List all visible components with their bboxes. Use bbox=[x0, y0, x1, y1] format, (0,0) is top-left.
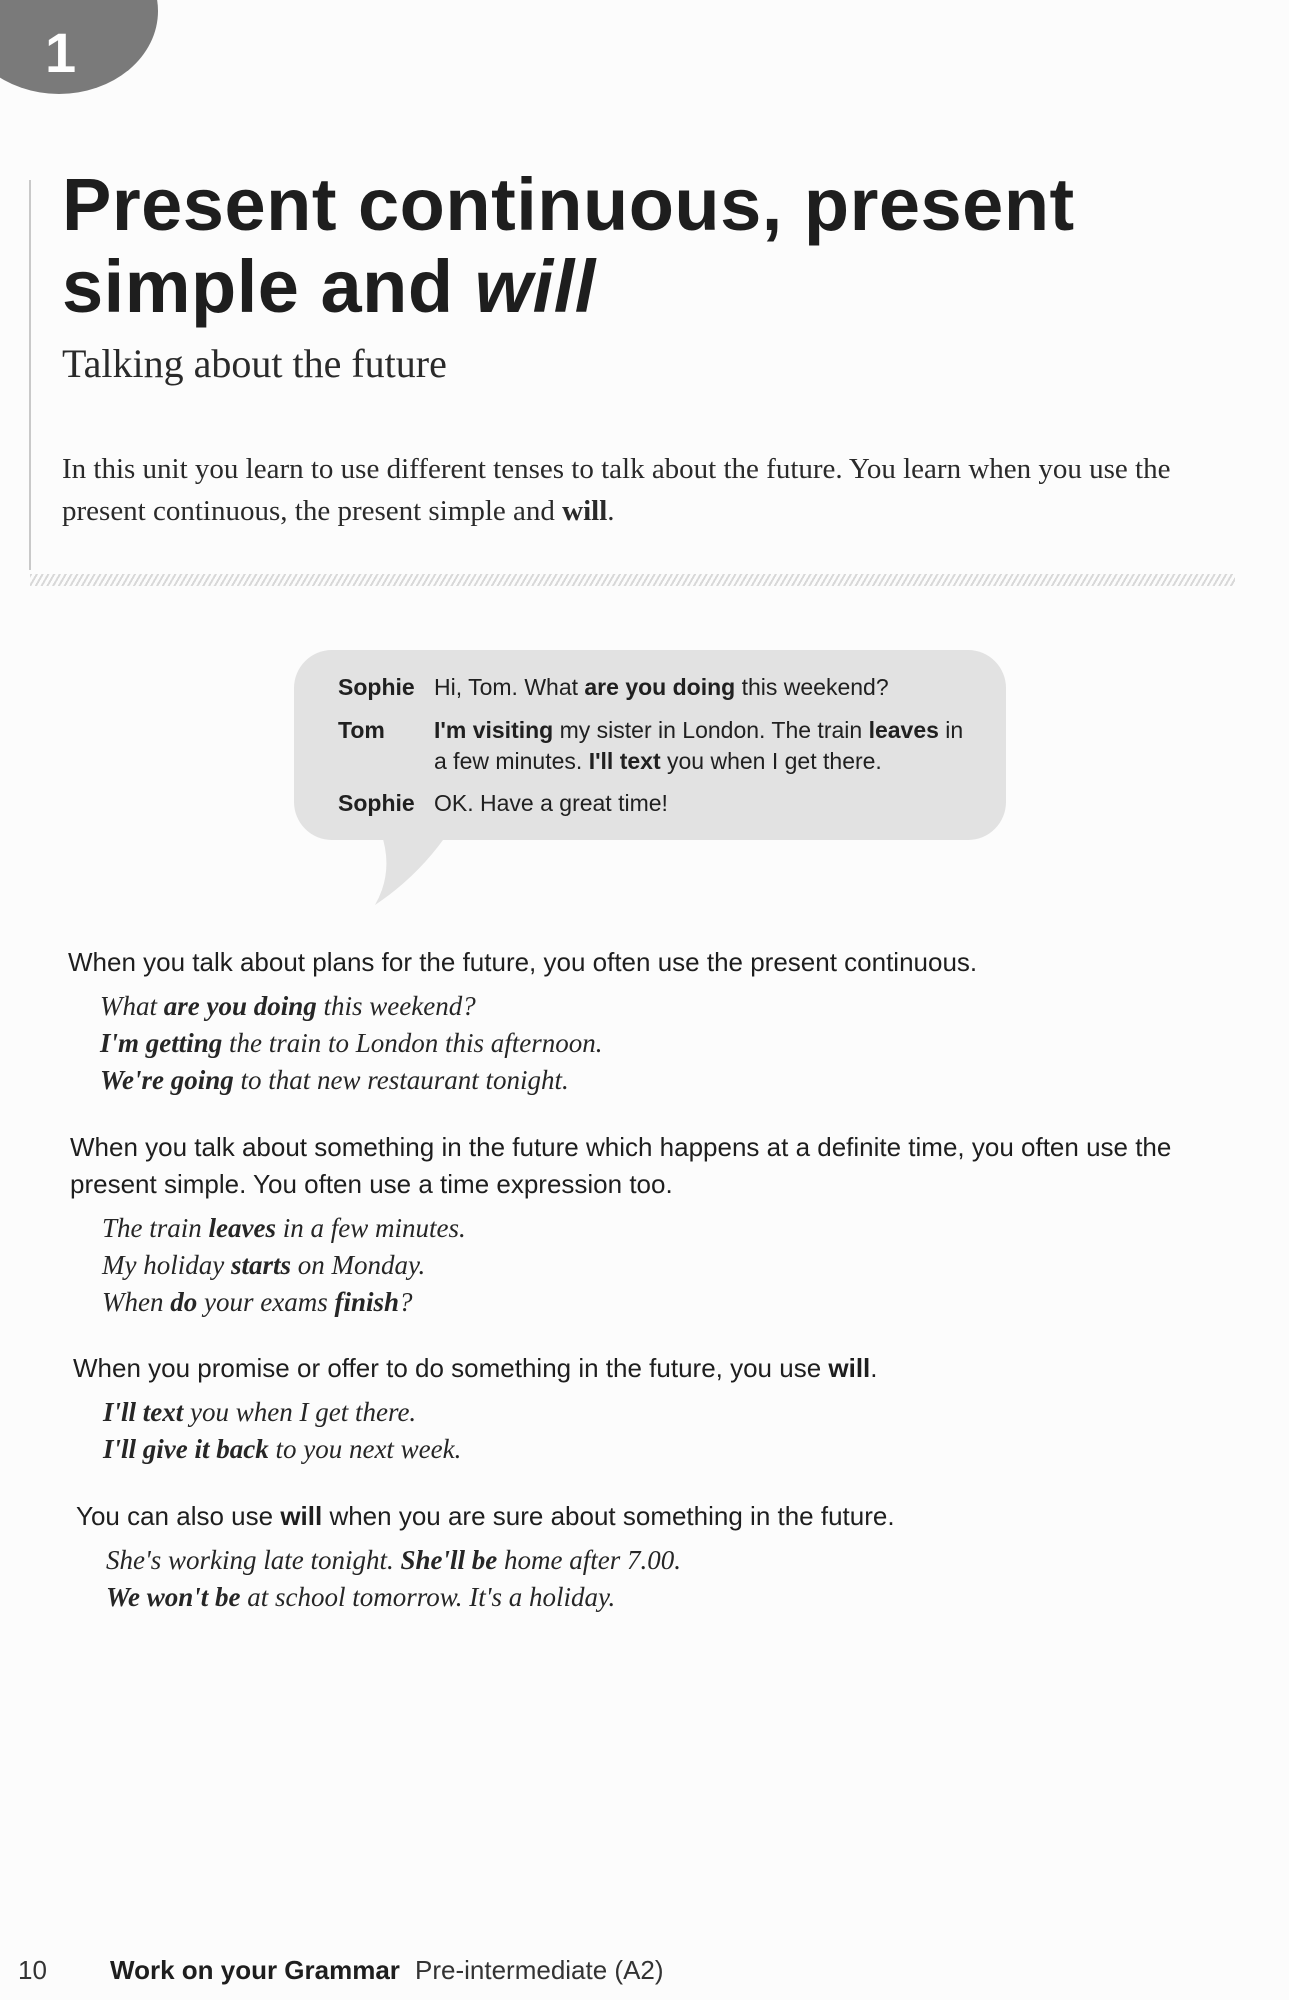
rule-text: When you talk about something in the future which happens at a definite time, you often use the present simple. You often use a time expression too. bbox=[70, 1132, 1172, 1199]
unit-badge bbox=[0, 0, 158, 94]
page-subtitle: Talking about the future bbox=[62, 341, 447, 386]
dialogue-line bbox=[338, 715, 974, 777]
intro-will: will bbox=[562, 495, 608, 527]
example-sentence: We're going to that new restaurant tonight. bbox=[100, 1065, 569, 1095]
dialogue-text: OK. Have a great time! bbox=[434, 790, 668, 816]
intro-paragraph bbox=[62, 448, 1232, 532]
dialogue-text: Hi, Tom. What are you doing this weekend? bbox=[434, 674, 889, 700]
example-sentence: The train leaves in a few minutes. bbox=[102, 1213, 466, 1243]
header-rule bbox=[29, 180, 31, 570]
dialogue-speaker: Sophie bbox=[338, 674, 415, 700]
dialogue-line bbox=[338, 788, 974, 819]
dialogue-text: I'm visiting my sister in London. The train leaves in a few minutes. I'll text you when I get there. bbox=[434, 717, 964, 774]
example-sentence: I'll text you when I get there. bbox=[103, 1397, 417, 1427]
example-sentence: What are you doing this weekend? bbox=[100, 991, 476, 1021]
rule-text: You can also use will when you are sure about something in the future. bbox=[76, 1501, 895, 1531]
example-sentence: I'll give it back to you next week. bbox=[103, 1434, 462, 1464]
rule-text: When you promise or offer to do something in the future, you use will. bbox=[73, 1353, 878, 1383]
unit-number: 1 bbox=[45, 21, 77, 84]
dialogue-line bbox=[338, 672, 974, 703]
title-line-2: simple and bbox=[62, 245, 475, 328]
example-sentence: When do your exams finish? bbox=[102, 1287, 413, 1317]
dialogue-speaker: Tom bbox=[338, 717, 385, 743]
title-will: will bbox=[474, 245, 596, 328]
speech-bubble-tail bbox=[370, 830, 470, 910]
book-level: Pre-intermediate (A2) bbox=[415, 1955, 664, 1985]
rule-text: When you talk about plans for the future, you often use the present continuous. bbox=[68, 947, 978, 977]
example-sentence: I'm getting the train to London this afternoon. bbox=[100, 1028, 603, 1058]
book-title: Work on your Grammar bbox=[110, 1955, 400, 1985]
page-number: 10 bbox=[18, 1955, 47, 1985]
intro-end: . bbox=[607, 495, 615, 527]
example-sentence: We won't be at school tomorrow. It's a holiday. bbox=[106, 1582, 616, 1612]
page-title bbox=[62, 164, 1182, 328]
example-sentence: She's working late tonight. She'll be home after 7.00. bbox=[106, 1545, 682, 1575]
title-line-1: Present continuous, present bbox=[62, 163, 1075, 246]
example-sentence: My holiday starts on Monday. bbox=[102, 1250, 426, 1280]
section-divider bbox=[30, 574, 1235, 586]
dialogue-speaker: Sophie bbox=[338, 790, 415, 816]
intro-text: In this unit you learn to use different tenses to talk about the future. You learn when you use the present continuous, the present simple and bbox=[62, 453, 1171, 527]
